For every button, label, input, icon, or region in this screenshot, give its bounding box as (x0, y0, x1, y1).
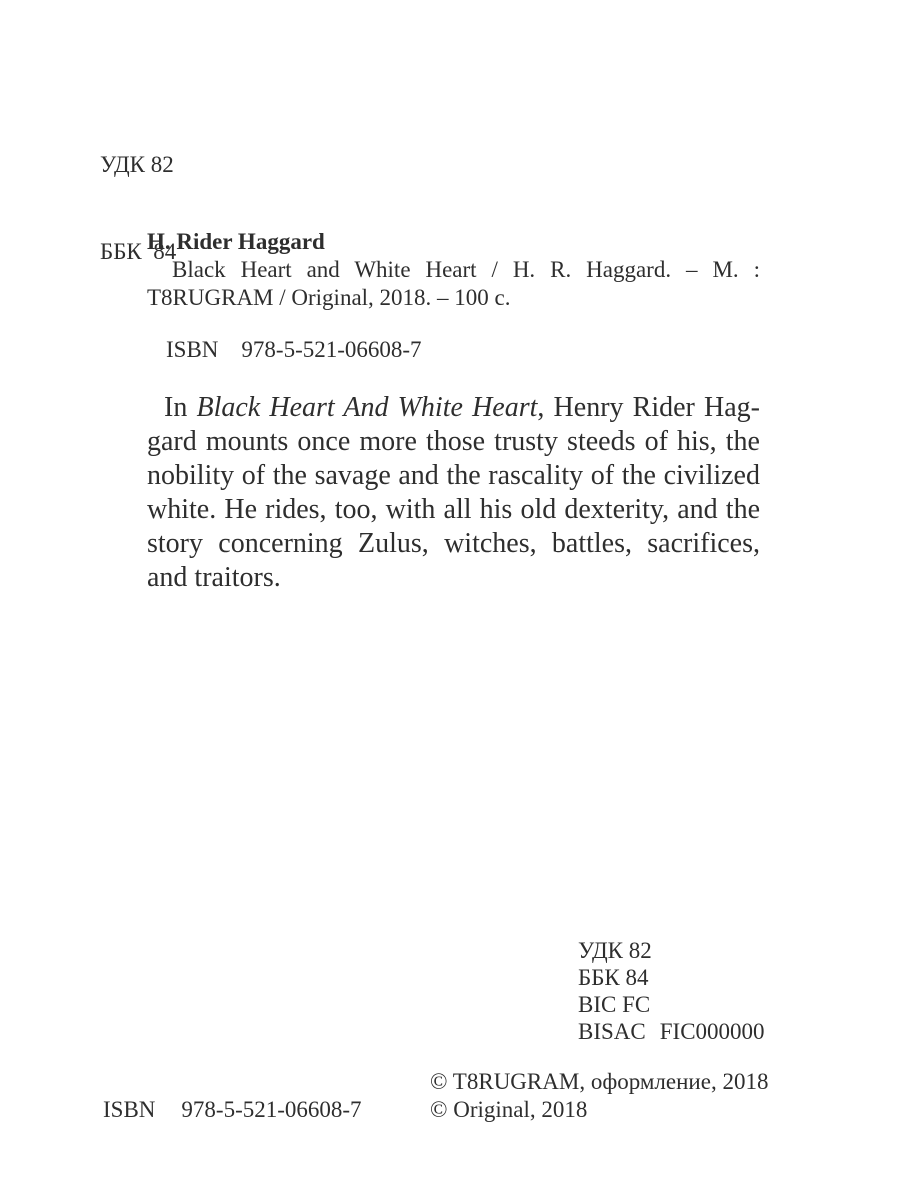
annotation-line-1 (147, 391, 760, 425)
annotation-line-3: nobility of the savage and the rascality of the civilized (147, 460, 760, 491)
isbn-top-line (166, 336, 422, 364)
bisac-label: BISAC (578, 1019, 646, 1044)
isbn-bottom-label: ISBN (103, 1097, 156, 1122)
annotation-line-4: white. He rides, too, with all his old dexterity, and the (147, 494, 760, 525)
annotation-book-title-italic: Black Heart And White Heart (196, 392, 538, 423)
copyright-line-2: © Original, 2018 (430, 1097, 588, 1122)
bisac-code (578, 1018, 765, 1045)
annotation-line-1-pre: In (164, 392, 197, 423)
annotation-line-2: gard mounts once more those trusty steeds of his, the (147, 426, 760, 457)
udk-code-top: УДК 82 (100, 152, 174, 177)
annotation-line-6: and traitors. (147, 562, 281, 593)
isbn-top-number: 978-5-521-06608-7 (241, 337, 422, 362)
bbk-code-top: ББК 84 (100, 239, 177, 264)
annotation-paragraph (147, 391, 760, 595)
author-name: H. Rider Haggard (147, 229, 325, 254)
copyright-line-1: © T8RUGRAM, оформление, 2018 (430, 1069, 769, 1094)
annotation-line-5: story concerning Zulus, witches, battles, sacrifices, (147, 528, 760, 559)
isbn-top-label: ISBN (166, 337, 219, 362)
annotation-line-1-post: , Henry Rider Hag- (537, 392, 760, 423)
bic-code: BIC FC (578, 992, 651, 1017)
udk-code-bottom: УДК 82 (578, 938, 652, 963)
bibliographic-record (147, 228, 760, 312)
catalog-title-line: Black Heart and White Heart / H. R. Haggard. – М. : (172, 257, 760, 282)
copyright-block (430, 1068, 768, 1124)
bbk-code-bottom: ББК 84 (578, 965, 649, 990)
catalog-imprint-line: T8RUGRAM / Original, 2018. – 100 с. (147, 285, 511, 310)
footer-classification-codes (578, 937, 765, 1045)
isbn-bottom-line (103, 1096, 362, 1124)
isbn-bottom-number: 978-5-521-06608-7 (181, 1097, 362, 1122)
bisac-value: FIC000000 (659, 1019, 765, 1044)
